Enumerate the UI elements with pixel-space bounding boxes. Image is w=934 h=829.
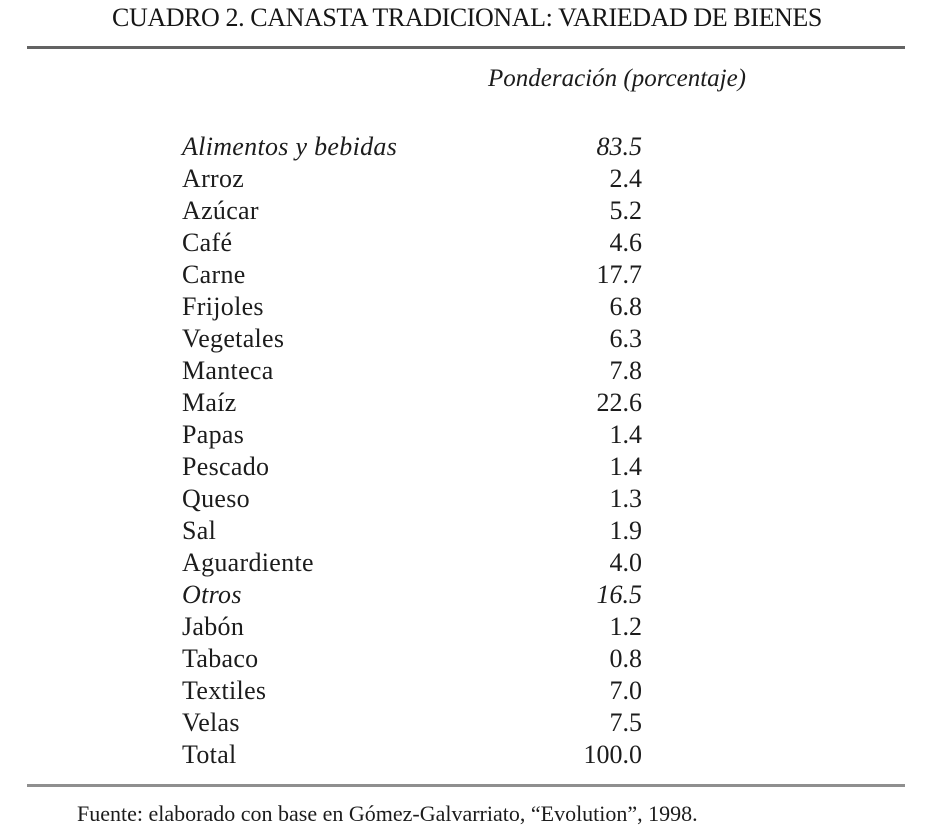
table-row — [182, 739, 642, 771]
source-note: Fuente: elaborado con base en Gómez-Galvarriato, “Evolution”, 1998. — [77, 801, 698, 826]
table-row — [182, 259, 642, 291]
table-row — [182, 611, 642, 643]
row-value: 5.2 — [609, 196, 642, 225]
table-row — [182, 547, 642, 579]
top-rule — [27, 46, 905, 49]
table-row — [182, 483, 642, 515]
table-row — [182, 579, 642, 611]
row-value: 1.9 — [609, 516, 642, 545]
row-value: 1.4 — [609, 452, 642, 481]
row-value: 6.3 — [609, 324, 642, 353]
table-row — [182, 707, 642, 739]
row-label: Alimentos y bebidas — [182, 132, 398, 161]
row-label: Velas — [182, 708, 240, 737]
row-label: Vegetales — [182, 324, 285, 353]
row-label: Textiles — [182, 676, 267, 705]
row-label: Jabón — [182, 612, 245, 641]
row-value: 1.3 — [609, 484, 642, 513]
row-value: 22.6 — [596, 388, 642, 417]
row-value: 83.5 — [596, 132, 642, 161]
table-row — [182, 131, 642, 163]
table-row — [182, 227, 642, 259]
row-label: Manteca — [182, 356, 274, 385]
row-label: Otros — [182, 580, 242, 609]
table-row — [182, 451, 642, 483]
row-value: 2.4 — [609, 164, 642, 193]
row-value: 4.6 — [609, 228, 642, 257]
row-value: 16.5 — [596, 580, 642, 609]
table-body — [182, 131, 642, 771]
row-label: Total — [182, 740, 237, 769]
bottom-rule — [27, 784, 905, 787]
row-value: 7.5 — [609, 708, 642, 737]
table-row — [182, 675, 642, 707]
table-row — [182, 387, 642, 419]
table-row — [182, 163, 642, 195]
row-label: Papas — [182, 420, 245, 449]
row-label: Azúcar — [182, 196, 259, 225]
row-label: Carne — [182, 260, 246, 289]
row-value: 7.8 — [609, 356, 642, 385]
row-label: Queso — [182, 484, 250, 513]
row-value: 4.0 — [609, 548, 642, 577]
row-label: Arroz — [182, 164, 245, 193]
table-row — [182, 419, 642, 451]
row-value: 0.8 — [609, 644, 642, 673]
table-row — [182, 291, 642, 323]
row-label: Pescado — [182, 452, 270, 481]
row-value: 6.8 — [609, 292, 642, 321]
row-label: Sal — [182, 516, 217, 545]
row-value: 17.7 — [596, 260, 642, 289]
row-label: Café — [182, 228, 233, 257]
row-label: Maíz — [182, 388, 237, 417]
row-value: 1.4 — [609, 420, 642, 449]
row-value: 1.2 — [609, 612, 642, 641]
table-title: CUADRO 2. CANASTA TRADICIONAL: VARIEDAD DE BIENES — [112, 3, 822, 32]
table-row — [182, 195, 642, 227]
row-value: 7.0 — [609, 676, 642, 705]
table-row — [182, 355, 642, 387]
row-label: Tabaco — [182, 644, 259, 673]
table-row — [182, 323, 642, 355]
table-row — [182, 643, 642, 675]
row-label: Frijoles — [182, 292, 264, 321]
column-header-ponderacion: Ponderación (porcentaje) — [487, 65, 747, 92]
row-value: 100.0 — [583, 740, 642, 769]
row-label: Aguardiente — [182, 548, 314, 577]
table-row — [182, 515, 642, 547]
